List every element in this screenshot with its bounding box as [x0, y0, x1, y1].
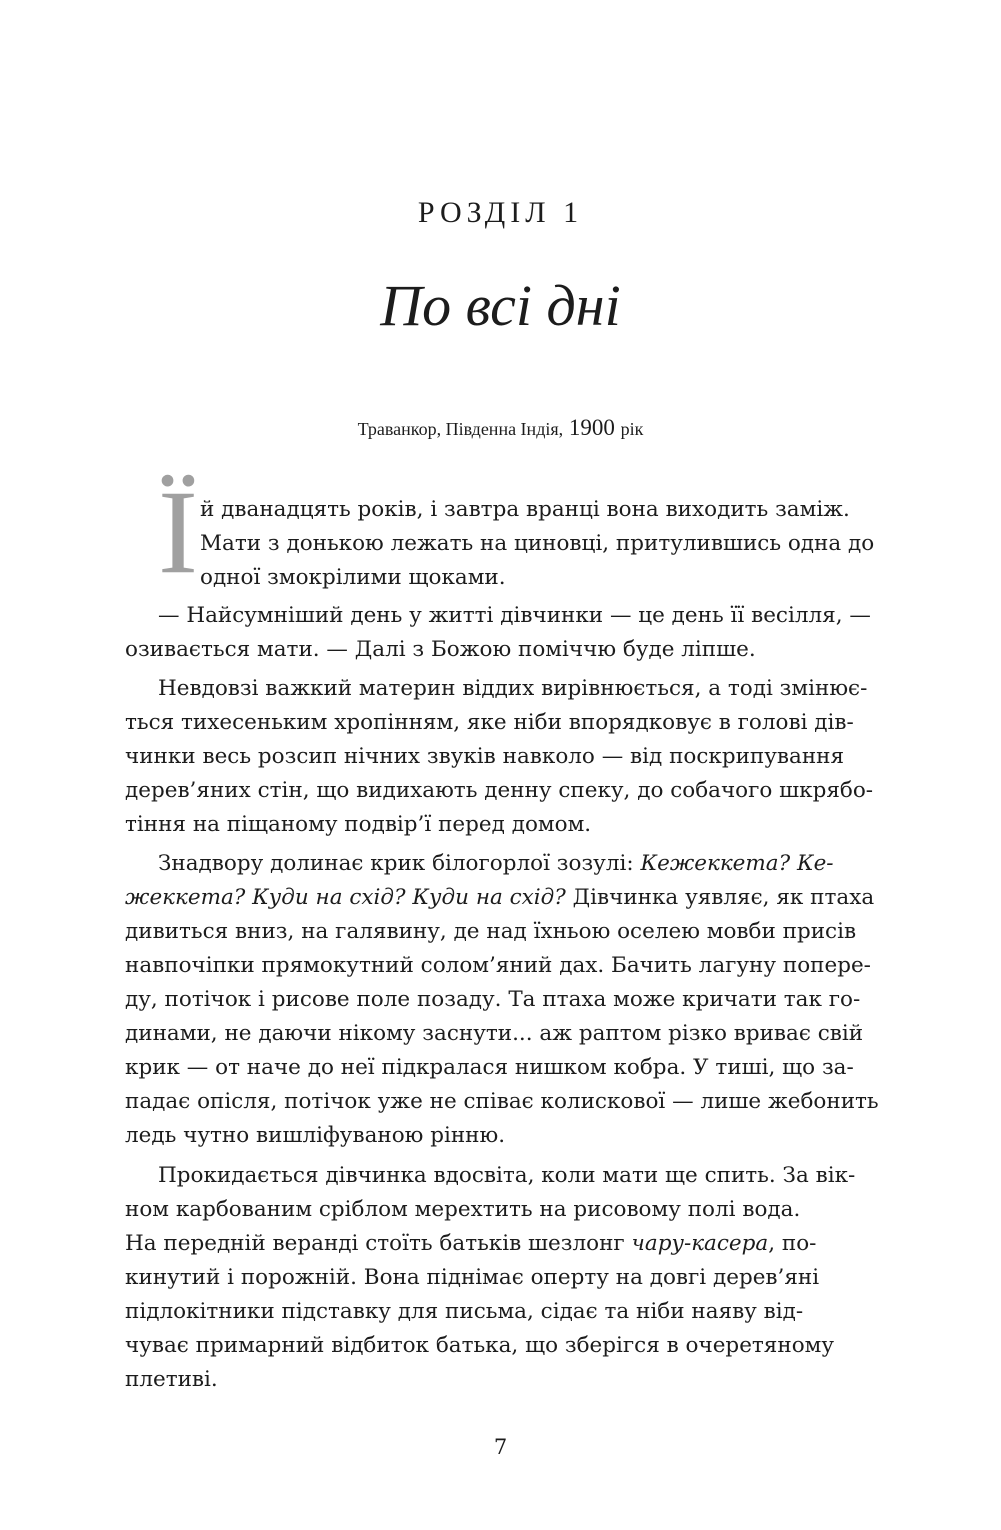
page-number: 7 — [493, 1435, 508, 1459]
drop-cap: Ї — [158, 465, 198, 598]
setting-place: Траванкор, Південна Індія, — [357, 419, 564, 439]
text-line: плетиві. — [125, 1367, 218, 1392]
text-segment-italic: Кежеккета? Ке- — [640, 851, 834, 876]
text-line: Невдовзі важкий материн віддих вирівнюється, а тоді змінює- — [158, 676, 868, 701]
text-line: динами, не даючи нікому заснути... аж раптом різко вриває свій — [125, 1021, 864, 1046]
chapter-setting — [0, 415, 1001, 441]
text-line: ду, потічок і рисове поле позаду. Та птаха може кричати так го- — [125, 987, 861, 1012]
text-line: Прокидається дівчинка вдосвіта, коли мати ще спить. За вік- — [158, 1163, 856, 1188]
text-line — [125, 884, 874, 912]
chapter-title: По всі дні — [380, 273, 621, 338]
chapter-label: РОЗДІЛ 1 — [417, 196, 584, 229]
text-segment: Знадвору долинає крик білогорлої зозулі: — [158, 851, 641, 876]
text-line: дивиться вниз, на галявину, де над їхньою оселею мовби присів — [125, 919, 857, 944]
setting-suffix: рік — [620, 419, 644, 439]
text-line: кинутий і порожній. Вона піднімає оперту на довгі дерев’яні — [125, 1265, 820, 1290]
setting-year: 1900 — [568, 415, 615, 440]
text-line: ном карбованим сріблом мерехтить на рисовому полі вода. — [125, 1197, 801, 1222]
text-segment-italic: жеккета? Куди на схід? Куди на схід? — [125, 885, 566, 910]
text-segment: На передній веранді стоїть батьків шезлонг — [125, 1231, 632, 1256]
text-line: ться тихесеньким хропінням, яке ніби впорядковує в голові дів- — [125, 710, 854, 735]
text-line: одної змокрілими щоками. — [200, 565, 506, 590]
text-line: ледь чутно вишліфуваною рінню. — [125, 1123, 506, 1148]
text-segment: Дівчинка уявляє, як птаха — [565, 885, 875, 910]
text-line: навпочіпки прямокутний солом’яний дах. Бачить лагуну попере- — [125, 953, 871, 978]
text-line: й дванадцять років, і завтра вранці вона виходить заміж. — [200, 497, 850, 522]
text-line: дерев’яних стін, що видихають денну спеку, до собачого шкрябо- — [125, 778, 874, 803]
text-line: падає опісля, потічок уже не співає колискової — лише жебонить — [125, 1089, 879, 1114]
text-line: чуває примарний відбиток батька, що зберігся в очеретяному — [125, 1333, 835, 1358]
text-line — [125, 1230, 816, 1258]
text-line: крик — от наче до неї підкралася нишком кобра. У тиші, що за- — [125, 1055, 854, 1080]
text-segment: , по- — [768, 1231, 817, 1256]
text-line: — Найсумніший день у житті дівчинки — це день її весілля, — — [158, 603, 871, 628]
text-line: озивається мати. — Далі з Божою поміччю буде ліпше. — [125, 637, 756, 662]
text-line: тіння на піщаному подвір’ї перед домом. — [125, 812, 592, 837]
text-line: підлокітники підставку для письма, сідає та ніби наяву від- — [125, 1299, 804, 1324]
text-segment-italic: чару-касера — [631, 1231, 769, 1256]
text-line — [158, 850, 834, 878]
text-line: Мати з донькою лежать на циновці, притулившись одна до — [200, 531, 875, 556]
text-line: чинки весь розсип нічних звуків навколо — від поскрипування — [125, 744, 845, 769]
